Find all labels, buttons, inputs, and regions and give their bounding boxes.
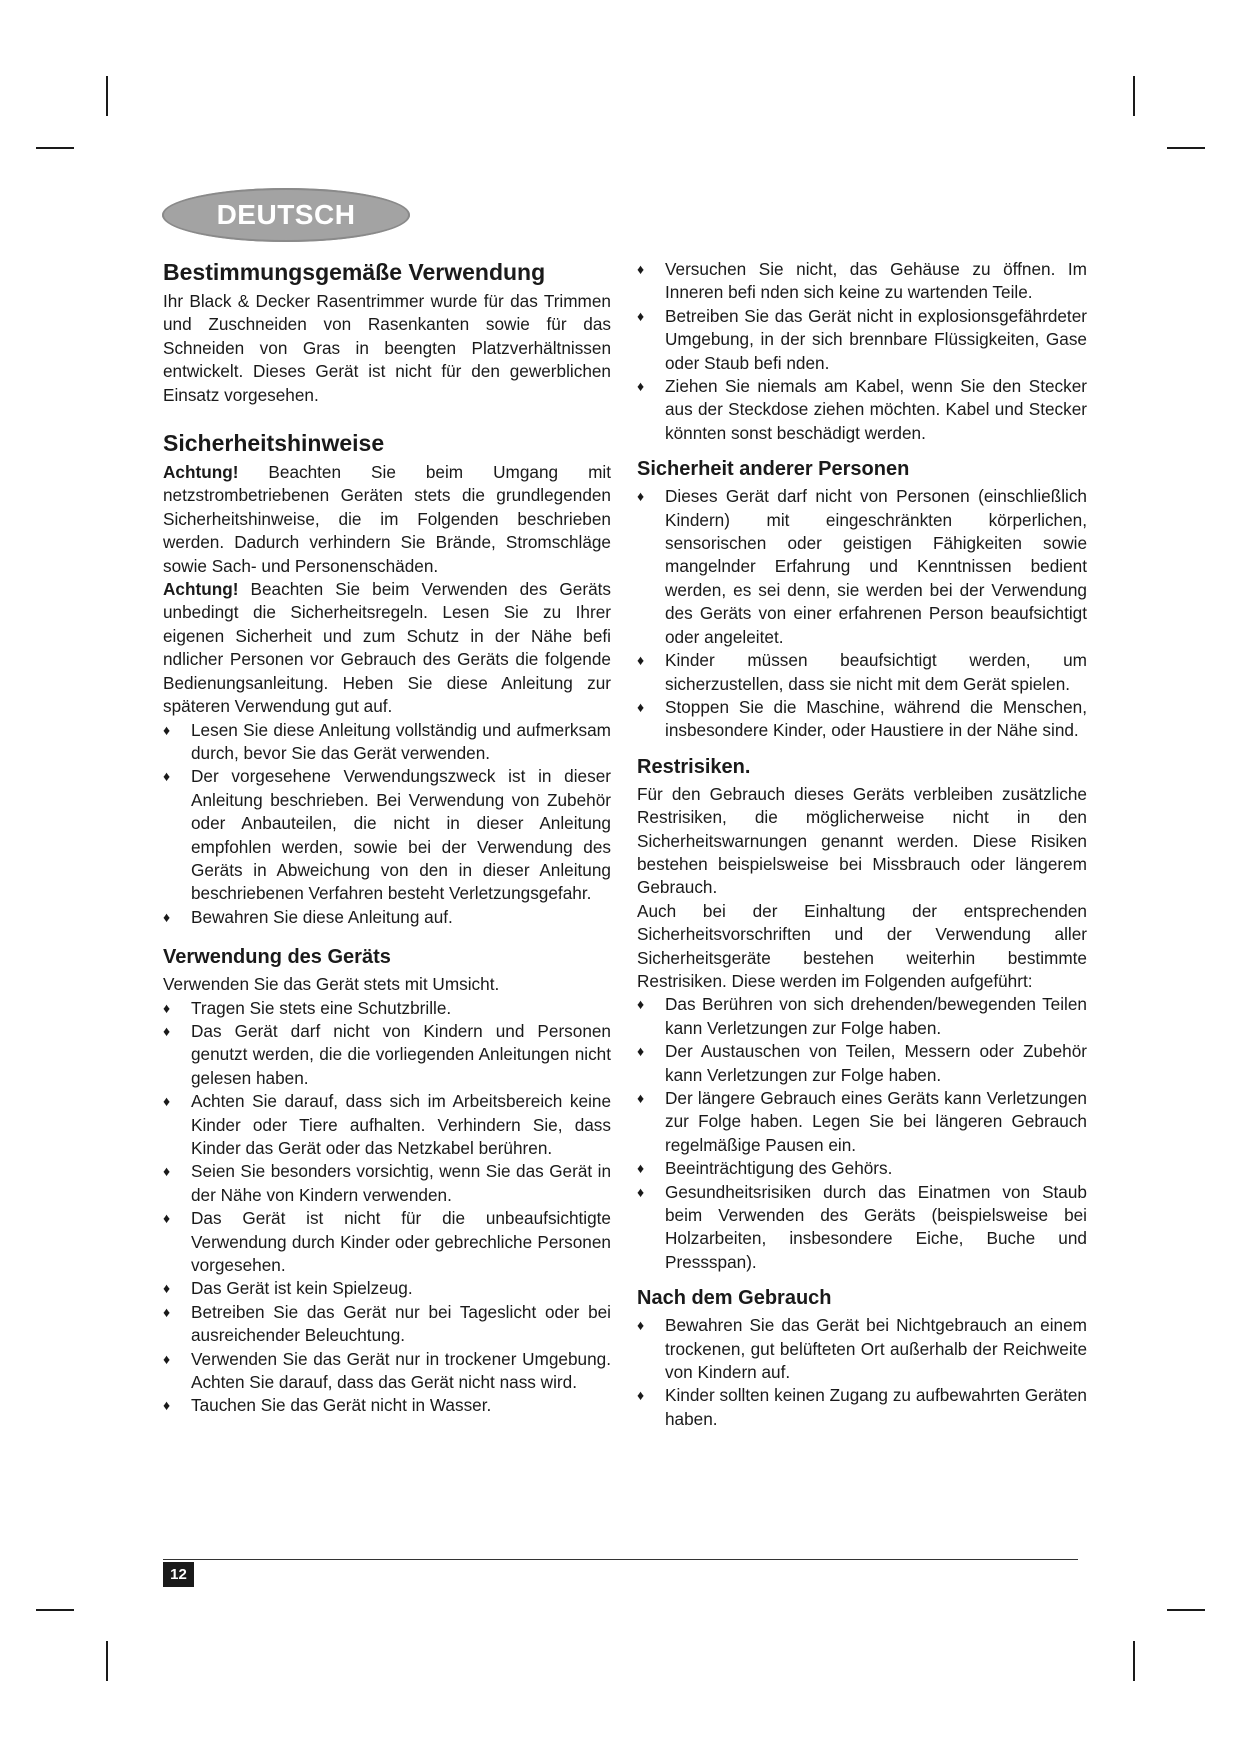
warning-label: Achtung! [163, 462, 239, 483]
list-item: ♦ Das Gerät darf nicht von Kindern und Personen genutzt werden, die die vorliegenden Anleitungen nicht gelesen haben. [163, 1020, 611, 1090]
section-title-intended-use: Bestimmungsgemäße Verwendung [163, 259, 546, 285]
list-item: ♦ Das Gerät ist nicht für die unbeaufsichtigte Verwendung durch Kinder oder gebrechliche Personen vorgesehen. [163, 1207, 611, 1277]
crop-mark [1133, 1641, 1135, 1681]
list-item: ♦ Dieses Gerät darf nicht von Personen (einschließlich Kindern) mit eingeschränkten körperlichen, sensorischen oder geistigen Fähigkeiten sowie mangelnder Erfahrung und Kenntnissen bedient werden, es sei denn, sie werden bei der Verwendung des Geräts von einer erfahrenen Person beaufsichtigt oder angeleitet. [637, 485, 1087, 649]
list-item: ♦ Betreiben Sie das Gerät nur bei Tageslicht oder bei ausreichender Beleuchtung. [163, 1301, 611, 1348]
crop-mark [1167, 147, 1205, 149]
warning-text: Beachten Sie beim Umgang mit netzstrombetriebenen Geräten stets die grundlegenden Sicherheitshinweise, die im Folgenden beschrieben werden. Dadurch verhindern Sie Brände, Stromschläge sowie Sach- und Personenschäden. [163, 462, 611, 576]
section-title-residual-risks: Restrisiken. [637, 755, 751, 778]
list-item: ♦ Kinder sollten keinen Zugang zu aufbewahrten Geräten haben. [637, 1384, 1087, 1431]
section-title-after-use: Nach dem Gebrauch [637, 1287, 832, 1310]
warning-text: Beachten Sie beim Verwenden des Geräts unbedingt die Sicherheitsregeln. Lesen Sie zu Ihrer eigenen Sicherheit und zum Schutz in der Nähe befi ndlicher Personen vor Gebrauch des Geräts die folgende Bedienungsanleitung. Heben Sie diese Anleitung zur späteren Verwendung gut auf. [163, 579, 611, 717]
list-item: ♦ Das Gerät ist kein Spielzeug. [163, 1277, 611, 1300]
housing-safety-list [637, 258, 1087, 445]
section-title-device-use: Verwendung des Geräts [163, 946, 391, 969]
list-item: ♦ Der längere Gebrauch eines Geräts kann Verletzungen zur Folge haben. Legen Sie bei längeren Gebrauch regelmäßige Pausen ein. [637, 1087, 1087, 1157]
others-safety-list [637, 485, 1087, 742]
safety-list [163, 719, 611, 930]
list-item: ♦ Betreiben Sie das Gerät nicht in explosionsgefährdeter Umgebung, in der sich brennbare Flüssigkeiten, Gase oder Staub befi nden. [637, 305, 1087, 375]
list-item: ♦ Der Austauschen von Teilen, Messern oder Zubehör kann Verletzungen zur Folge haben. [637, 1040, 1087, 1087]
residual-risks-text-2: Auch bei der Einhaltung der entsprechenden Sicherheitsvorschriften und der Verwendung aller Sicherheitsgeräte bestehen weiterhin bestimmte Restrisiken. Diese werden im Folgenden aufgeführt: [637, 900, 1087, 991]
left-column [163, 258, 611, 1418]
crop-mark [1167, 1609, 1205, 1611]
list-item: ♦ Verwenden Sie das Gerät nur in trockener Umgebung. Achten Sie darauf, dass das Gerät nicht nass wird. [163, 1348, 611, 1395]
list-item: ♦ Versuchen Sie nicht, das Gehäuse zu öffnen. Im Inneren befi nden sich keine zu wartenden Teile. [637, 258, 1087, 305]
warning-label: Achtung! [163, 579, 239, 600]
list-item: ♦ Ziehen Sie niemals am Kabel, wenn Sie den Stecker aus der Steckdose ziehen möchten. Kabel und Stecker könnten sonst beschädigt werden. [637, 375, 1087, 445]
crop-mark [106, 1641, 108, 1681]
section-title-safety: Sicherheitshinweise [163, 430, 385, 457]
crop-mark [36, 147, 74, 149]
list-item: ♦ Stoppen Sie die Maschine, während die Menschen, insbesondere Kinder, oder Haustiere in der Nähe sind. [637, 696, 1087, 743]
list-item: ♦ Beeinträchtigung des Gehörs. [637, 1157, 1087, 1180]
language-tab: DEUTSCH [162, 188, 410, 242]
list-item: ♦ Gesundheitsrisiken durch das Einatmen von Staub beim Verwenden des Geräts (beispielsweise bei Holzarbeiten, insbesondere Eiche, Buche und Pressspan). [637, 1181, 1087, 1275]
list-item: ♦ Tauchen Sie das Gerät nicht in Wasser. [163, 1394, 611, 1417]
device-use-intro: Verwenden Sie das Gerät stets mit Umsicht. [163, 974, 500, 995]
crop-mark [36, 1609, 74, 1611]
residual-risks-list [637, 993, 1087, 1274]
right-column [637, 258, 1087, 1431]
intended-use-text: Ihr Black & Decker Rasentrimmer wurde für das Trimmen und Zuschneiden von Rasenkanten sowie für das Schneiden von Gras in beengten Platzverhältnissen entwickelt. Dieses Gerät ist nicht für den gewerblichen Einsatz vorgesehen. [163, 291, 611, 405]
list-item: ♦ Kinder müssen beaufsichtigt werden, um sicherzustellen, dass sie nicht mit dem Gerät spielen. [637, 649, 1087, 696]
section-title-others-safety: Sicherheit anderer Personen [637, 458, 910, 481]
list-item: ♦ Das Berühren von sich drehenden/bewegenden Teilen kann Verletzungen zur Folge haben. [637, 993, 1087, 1040]
list-item: ♦ Bewahren Sie diese Anleitung auf. [163, 906, 611, 929]
safety-warning-2 [163, 578, 611, 718]
list-item: ♦ Seien Sie besonders vorsichtig, wenn Sie das Gerät in der Nähe von Kindern verwenden. [163, 1160, 611, 1207]
footer-rule [163, 1559, 1078, 1560]
after-use-list [637, 1314, 1087, 1431]
page-number: 12 [163, 1562, 194, 1587]
crop-mark [1133, 76, 1135, 116]
list-item: ♦ Der vorgesehene Verwendungszweck ist in dieser Anleitung beschrieben. Bei Verwendung von Zubehör oder Anbauteilen, die nicht in dieser Anleitung empfohlen werden, sowie bei der Verwendung des Geräts in Abweichung von den in dieser Anleitung beschriebenen Verfahren besteht Verletzungsgefahr. [163, 765, 611, 905]
safety-warning-1 [163, 461, 611, 578]
residual-risks-text-1: Für den Gebrauch dieses Geräts verbleiben zusätzliche Restrisiken, die möglicherweise nicht in den Sicherheitswarnungen genannt werden. Diese Risiken bestehen beispielsweise bei Missbrauch oder längerem Gebrauch. [637, 783, 1087, 898]
device-use-list [163, 997, 611, 1418]
crop-mark [106, 76, 108, 116]
list-item: ♦ Lesen Sie diese Anleitung vollständig und aufmerksam durch, bevor Sie das Gerät verwenden. [163, 719, 611, 766]
list-item: ♦ Achten Sie darauf, dass sich im Arbeitsbereich keine Kinder oder Tiere aufhalten. Verhindern Sie, dass Kinder das Gerät oder das Netzkabel berühren. [163, 1090, 611, 1160]
list-item: ♦ Bewahren Sie das Gerät bei Nichtgebrauch an einem trockenen, gut belüfteten Ort außerhalb der Reichweite von Kindern auf. [637, 1314, 1087, 1384]
list-item: ♦ Tragen Sie stets eine Schutzbrille. [163, 997, 611, 1020]
